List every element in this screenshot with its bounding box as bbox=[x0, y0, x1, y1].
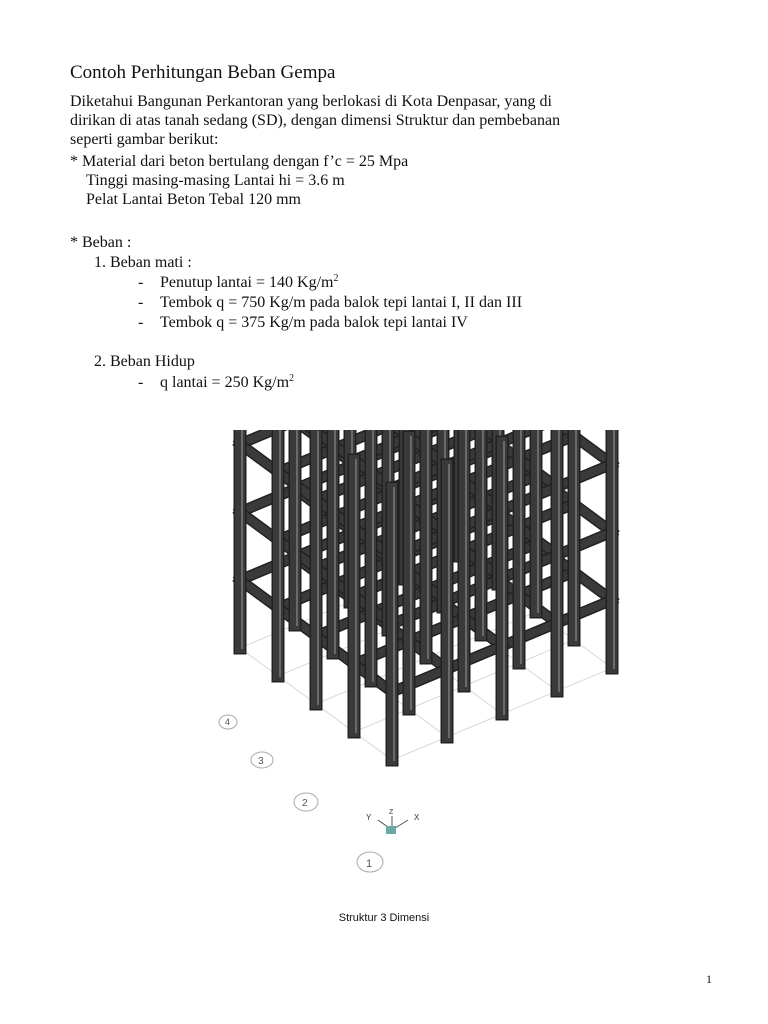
axis-triad bbox=[366, 809, 420, 834]
page-number: 1 bbox=[706, 972, 712, 986]
intro-line-2: dirikan di atas tanah sedang (SD), dengan dimensi Struktur dan pembebanan bbox=[70, 112, 561, 129]
beban-mati-item-text: Tembok q = 375 Kg/m pada balok tepi lantai IV bbox=[160, 314, 468, 331]
list-dash: - bbox=[138, 374, 144, 391]
frame-member bbox=[447, 646, 502, 669]
grid-label: 1 bbox=[366, 858, 373, 870]
frame-member bbox=[464, 595, 519, 618]
frame-member bbox=[278, 449, 333, 472]
frame-member bbox=[278, 585, 333, 608]
beban-mati-heading: 1. Beban mati : bbox=[94, 254, 192, 271]
grid-label: 4 bbox=[225, 717, 231, 727]
frame-member bbox=[557, 600, 612, 623]
grid-label: 3 bbox=[258, 756, 264, 767]
structure-3d-figure bbox=[170, 430, 630, 880]
material-line-2: Tinggi masing-masing Lantai hi = 3.6 m bbox=[86, 172, 345, 189]
beban-mati-item-text: Penutup lantai = 140 Kg/m bbox=[160, 274, 334, 291]
frame-member bbox=[519, 572, 574, 595]
intro-line-1: Diketahui Bangunan Perkantoran yang berlokasi di Kota Denpasar, yang di bbox=[70, 93, 552, 110]
axis-label-x: X bbox=[414, 813, 420, 822]
frame-member bbox=[392, 669, 447, 692]
beban-mati-item bbox=[138, 273, 338, 292]
frame-member bbox=[278, 517, 333, 540]
origin-marker bbox=[386, 826, 396, 834]
beban-heading: * Beban : bbox=[70, 234, 132, 251]
beban-hidup-item bbox=[138, 373, 294, 392]
material-line-1: * Material dari beton bertulang dengan f’c = 25 Mpa bbox=[70, 153, 409, 170]
superscript: 2 bbox=[289, 373, 295, 384]
beban-hidup-heading: 2. Beban Hidup bbox=[94, 353, 195, 370]
frame-member bbox=[557, 532, 612, 555]
beban-hidup-item-text: q lantai = 250 Kg/m bbox=[160, 374, 290, 391]
list-dash: - bbox=[138, 294, 144, 311]
document-title: Contoh Perhitungan Beban Gempa bbox=[70, 62, 336, 83]
axis-label-z: Z bbox=[389, 809, 394, 816]
beban-mati-item bbox=[138, 293, 522, 312]
intro-line-3: seperti gambar berikut: bbox=[70, 131, 219, 148]
frame-members bbox=[240, 430, 614, 760]
frame-member bbox=[316, 613, 371, 636]
material-line-3: Pelat Lantai Beton Tebal 120 mm bbox=[86, 191, 301, 208]
axis-label-y: Y bbox=[366, 813, 372, 822]
grid-bubbles bbox=[219, 715, 383, 872]
frame-member bbox=[409, 618, 464, 641]
intro-paragraph bbox=[70, 92, 730, 149]
beban-mati-item bbox=[138, 313, 468, 332]
list-dash: - bbox=[138, 314, 144, 331]
frame-member bbox=[519, 436, 574, 459]
superscript: 2 bbox=[333, 273, 339, 284]
frame-member bbox=[354, 641, 409, 664]
frame-member bbox=[502, 623, 557, 646]
grid-label: 2 bbox=[302, 798, 308, 809]
figure-caption: Struktur 3 Dimensi bbox=[338, 912, 430, 924]
frame-member bbox=[557, 464, 612, 487]
beban-mati-item-text: Tembok q = 750 Kg/m pada balok tepi lantai I, II dan III bbox=[160, 294, 523, 311]
frame-member bbox=[240, 557, 295, 580]
frame-member bbox=[519, 504, 574, 527]
frame-member bbox=[240, 489, 295, 512]
list-dash: - bbox=[138, 274, 144, 291]
